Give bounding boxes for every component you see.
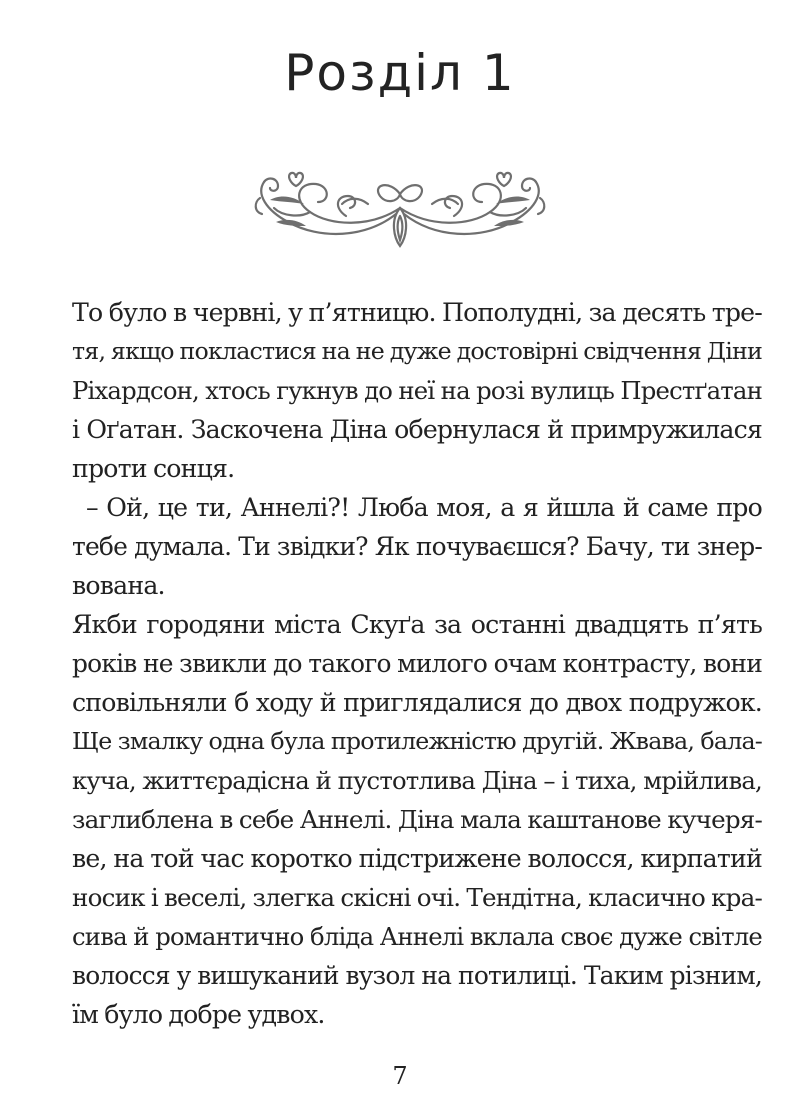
text-line: ве, на той час коротко підстрижене волосся, кирпатий <box>72 844 762 873</box>
text-line: вована. <box>72 571 165 600</box>
chapter-title: Розділ 1 <box>284 44 516 102</box>
text-line: Ще змалку одна була протилежністю другій. Жвава, бала- <box>72 727 762 755</box>
text-line: – Ой, це ти, Аннелі?! Люба моя, а я йшла й саме про <box>86 493 762 522</box>
text-line: носик і веселі, злегка скісні очі. Тендітна, класично кра- <box>72 883 762 912</box>
text-line: сповільняли б ходу й приглядалися до двох подружок. <box>72 688 762 717</box>
text-line: тя, якщо покластися на не дуже достовірні свідчення Діни <box>72 337 762 365</box>
page-number: 7 <box>392 1062 408 1090</box>
text-line: проти сонця. <box>72 454 235 483</box>
chapter-body-text <box>72 293 762 1034</box>
text-line: їм було добре удвох. <box>72 1000 325 1029</box>
text-line: і Оґатан. Заскочена Діна обернулася й примружилася <box>72 415 762 444</box>
text-line: Ріхардсон, хтось гукнув до неї на розі вулиць Престґатан <box>72 376 762 405</box>
text-line: Якби городяни міста Скуґа за останні двадцять п’ять <box>72 610 762 639</box>
text-line: То було в червні, у п’ятницю. Пополудні, за десять тре- <box>72 298 762 327</box>
text-line: тебе думала. Ти звідки? Як почуваєшся? Бачу, ти знер- <box>72 532 762 561</box>
text-line: волосся у вишуканий вузол на потилиці. Таким різним, <box>72 961 762 990</box>
text-line: сива й романтично бліда Аннелі вклала своє дуже світле <box>72 922 762 951</box>
text-line: куча, життєрадісна й пустотлива Діна – і тиха, мрійлива, <box>72 766 762 795</box>
text-line: років не звикли до такого милого очам контрасту, вони <box>72 649 762 678</box>
flourish-ornament-icon <box>250 168 550 250</box>
text-line: заглиблена в себе Аннелі. Діна мала каштанове кучеря- <box>72 805 762 834</box>
